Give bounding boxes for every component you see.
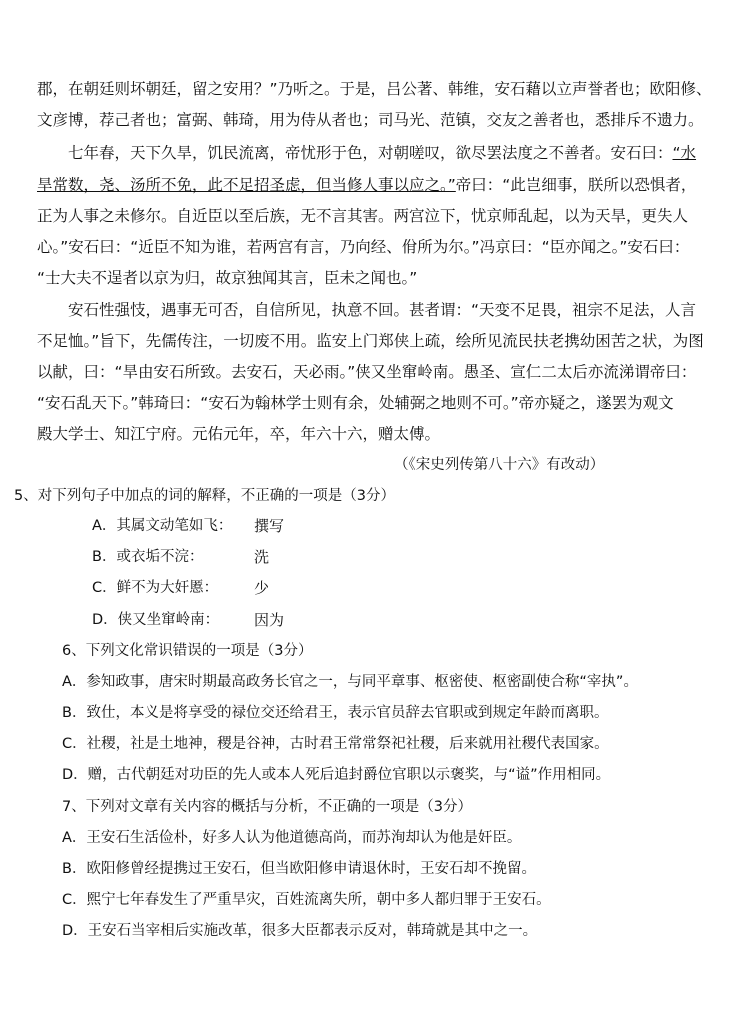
- passage-line: “士大夫不逞者以京为归，故京独闻其言，臣未之闻也。”: [37, 269, 418, 287]
- passage-line: [37, 175, 696, 195]
- q5-option-c-label: C．鲜不为大奸慝：: [92, 580, 219, 596]
- q7-option-a: A．王安石生活俭朴，好多人认为他道德高尚，而苏洵却认为他是奸臣。: [62, 830, 522, 846]
- passage-line: 正为人事之未修尔。自近臣以至后族，无不言其害。两宫泣下，忧京师乱起，以为天旱，更失人: [37, 207, 689, 225]
- passage-text: 帝曰：“此岂细事，朕所以恐惧者，: [455, 176, 697, 194]
- underlined-sentence: 旱常数，尧、汤所不免，此不足招圣虑，但当修人事以应之。”: [37, 176, 456, 194]
- passage-line: 心。”安石曰：“近臣不知为谁，若两宫有言，乃向经、佾所为尔。”冯京曰：“臣亦闻之。”安石曰：: [37, 238, 690, 256]
- q6-option-c: C．社稷，社是土地神，稷是谷神，古时君王常常祭祀社稷，后来就用社稷代表国家。: [62, 736, 609, 752]
- q5-option-b-label: B．或衣垢不浣：: [92, 549, 204, 565]
- q6-option-a: A．参知政事，唐宋时期最高政务长官之一，与同平章事、枢密使、枢密副使合称“宰执”。: [62, 674, 638, 690]
- passage-source: （《宋史列传第八十六》有改动）: [394, 457, 605, 473]
- question-6-stem: 6、下列文化常识错误的一项是（3分）: [62, 643, 313, 659]
- passage-line: 文彦博，荐己者也；富弼、韩琦，用为侍从者也；司马光、范镇，交友之善者也，悉排斥不遗力。: [37, 111, 704, 129]
- q5-option-c-answer: 少: [254, 579, 270, 597]
- passage-line: “安石乱天下。”韩琦曰：“安石为翰林学士则有余，处辅弼之地则不可。”帝亦疑之，遂罢为观文: [37, 394, 674, 412]
- passage-line: 安石性强忮，遇事无可否，自信所见，执意不回。甚者谓：“天变不足畏，祖宗不足法，人言: [68, 301, 697, 319]
- q6-option-d: D．赠，古代朝廷对功臣的先人或本人死后追封爵位官职以示褒奖，与“谥”作用相同。: [62, 767, 611, 783]
- passage-text: 七年春，天下久旱，饥民流离，帝忧形于色，对朝嗟叹，欲尽罢法度之不善者。安石曰：: [68, 144, 673, 162]
- q7-option-c: C．熙宁七年春发生了严重旱灾，百姓流离失所，朝中多人都归罪于王安石。: [62, 892, 551, 908]
- question-5-stem: 5、对下列句子中加点的词的解释，不正确的一项是（3分）: [14, 488, 395, 504]
- passage-line: 郡，在朝廷则坏朝廷，留之安用？”乃听之。于是，吕公著、韩维，安石藉以立声誉者也；欧阳修、: [37, 80, 712, 98]
- question-7-stem: 7、下列对文章有关内容的概括与分析，不正确的一项是（3分）: [62, 799, 472, 815]
- underlined-sentence: “水: [672, 144, 697, 162]
- passage-line: 不足恤。”旨下，先儒传注，一切废不用。监安上门郑侠上疏，绘所见流民扶老携幼困苦之状，为图: [37, 332, 704, 350]
- q5-option-a-label: A．其属文动笔如飞：: [92, 518, 233, 534]
- q5-option-a-answer: 撰写: [254, 517, 285, 535]
- q7-option-b: B．欧阳修曾经提携过王安石，但当欧阳修申请退休时，王安石却不挽留。: [62, 861, 536, 877]
- passage-line: 以献，曰：“旱由安石所致。去安石，天必雨。”侠又坐窜岭南。愚圣、宣仁二太后亦流涕谓帝曰：: [37, 363, 697, 381]
- q5-option-d-answer: 因为: [254, 611, 285, 629]
- q5-option-d-label: D．侠又坐窜岭南：: [92, 612, 220, 628]
- passage-line: [68, 143, 696, 163]
- q5-option-b-answer: 洗: [254, 548, 270, 566]
- q7-option-d: D．王安石当宰相后实施改革，很多大臣都表示反对，韩琦就是其中之一。: [62, 923, 538, 939]
- passage-line: 殿大学士、知江宁府。元佑元年，卒，年六十六，赠太傅。: [37, 425, 441, 443]
- q6-option-b: B．致仕，本义是将享受的禄位交还给君王，表示官员辞去官职或到规定年龄而离职。: [62, 705, 609, 721]
